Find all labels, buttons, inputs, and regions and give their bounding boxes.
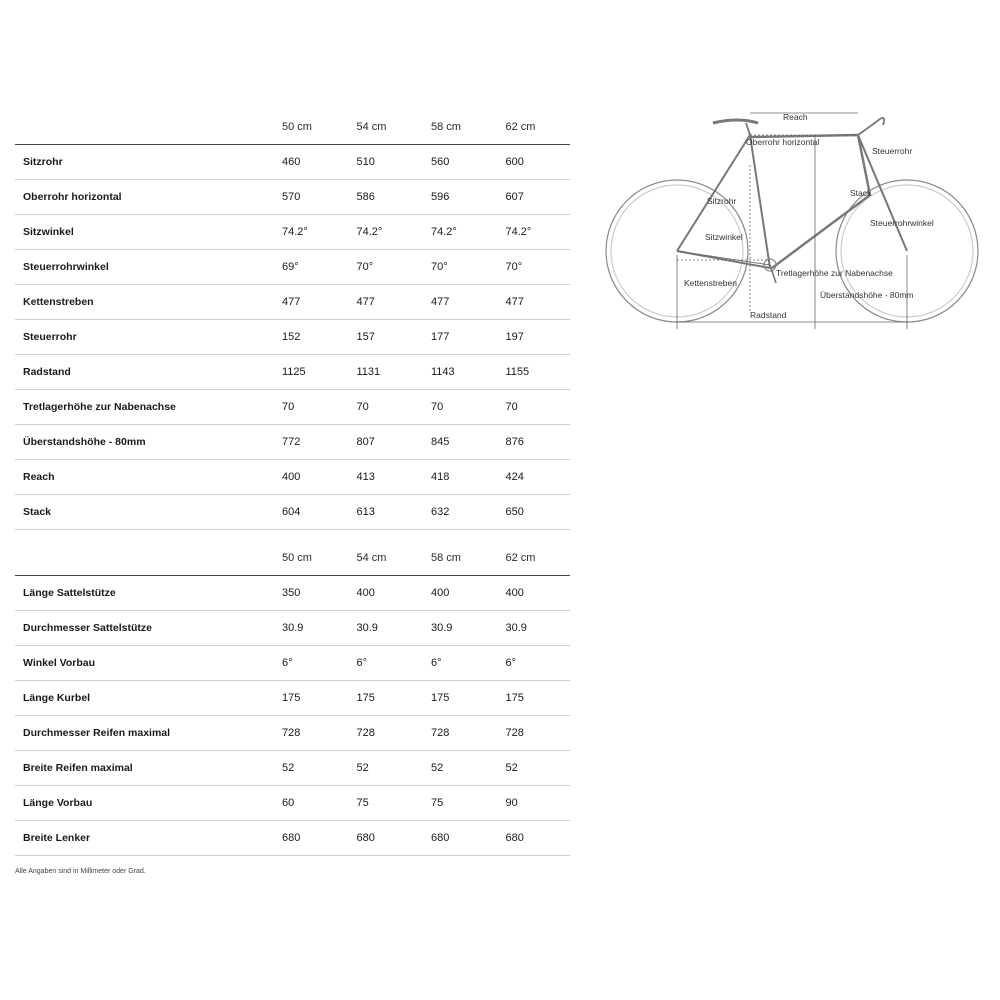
row-value: 400 <box>496 576 571 611</box>
row-label: Kettenstreben <box>15 285 272 320</box>
row-value: 74.2° <box>421 215 496 250</box>
row-value: 74.2° <box>496 215 571 250</box>
row-value: 6° <box>421 646 496 681</box>
table-row <box>15 460 570 495</box>
table-row <box>15 821 570 856</box>
table-row <box>15 495 570 530</box>
table-header-row <box>15 541 570 576</box>
row-value: 728 <box>496 716 571 751</box>
row-label: Radstand <box>15 355 272 390</box>
row-value: 400 <box>421 576 496 611</box>
row-value: 604 <box>272 495 347 530</box>
row-value: 70° <box>347 250 422 285</box>
row-value: 6° <box>496 646 571 681</box>
header-label-cell <box>15 110 272 145</box>
table-row <box>15 786 570 821</box>
row-label: Winkel Vorbau <box>15 646 272 681</box>
row-value: 728 <box>421 716 496 751</box>
row-value: 350 <box>272 576 347 611</box>
row-value: 400 <box>272 460 347 495</box>
row-label: Sitzwinkel <box>15 215 272 250</box>
row-value: 30.9 <box>347 611 422 646</box>
table-row <box>15 285 570 320</box>
row-value: 477 <box>347 285 422 320</box>
row-value: 477 <box>421 285 496 320</box>
row-label: Überstandshöhe - 80mm <box>15 425 272 460</box>
row-value: 70 <box>421 390 496 425</box>
row-value: 69° <box>272 250 347 285</box>
row-value: 197 <box>496 320 571 355</box>
row-value: 680 <box>272 821 347 856</box>
row-label: Breite Lenker <box>15 821 272 856</box>
header-size-58: 58 cm <box>421 110 496 145</box>
row-value: 845 <box>421 425 496 460</box>
row-value: 74.2° <box>272 215 347 250</box>
table-row <box>15 355 570 390</box>
row-label: Steuerrohr <box>15 320 272 355</box>
table-header-row <box>15 110 570 145</box>
row-label: Breite Reifen maximal <box>15 751 272 786</box>
bike-geometry-diagram <box>600 105 985 335</box>
label-steuerrohrwinkel: Steuerrohrwinkel <box>870 218 934 228</box>
row-value: 30.9 <box>496 611 571 646</box>
table-row <box>15 390 570 425</box>
header-size-58: 58 cm <box>421 541 496 576</box>
row-value: 728 <box>347 716 422 751</box>
geometry-table-body <box>15 145 570 530</box>
row-label: Stack <box>15 495 272 530</box>
row-value: 1143 <box>421 355 496 390</box>
table-row <box>15 646 570 681</box>
row-value: 400 <box>347 576 422 611</box>
components-table-body <box>15 576 570 856</box>
row-value: 70° <box>421 250 496 285</box>
header-size-54: 54 cm <box>347 541 422 576</box>
row-label: Sitzrohr <box>15 145 272 180</box>
label-stack: Stack <box>850 188 872 198</box>
table-row <box>15 320 570 355</box>
table-row <box>15 751 570 786</box>
row-value: 52 <box>421 751 496 786</box>
handlebar <box>880 118 884 125</box>
row-label: Länge Vorbau <box>15 786 272 821</box>
row-value: 52 <box>496 751 571 786</box>
row-value: 418 <box>421 460 496 495</box>
label-tretlager: Tretlagerhöhe zur Nabenachse <box>776 268 893 278</box>
row-value: 70 <box>272 390 347 425</box>
header-size-54: 54 cm <box>347 110 422 145</box>
header-size-50: 50 cm <box>272 541 347 576</box>
label-oberrohr: Oberrohr horizontal <box>746 137 820 147</box>
row-value: 30.9 <box>421 611 496 646</box>
chainstay-line <box>677 251 770 265</box>
row-value: 90 <box>496 786 571 821</box>
row-value: 600 <box>496 145 571 180</box>
table-row <box>15 611 570 646</box>
stem <box>858 119 880 135</box>
row-value: 1125 <box>272 355 347 390</box>
header-label-cell <box>15 541 272 576</box>
row-value: 477 <box>272 285 347 320</box>
row-value: 74.2° <box>347 215 422 250</box>
components-table <box>15 541 570 856</box>
table-row <box>15 576 570 611</box>
label-sitzwinkel: Sitzwinkel <box>705 232 743 242</box>
row-value: 6° <box>272 646 347 681</box>
row-value: 413 <box>347 460 422 495</box>
row-label: Reach <box>15 460 272 495</box>
row-value: 560 <box>421 145 496 180</box>
row-value: 152 <box>272 320 347 355</box>
row-label: Durchmesser Sattelstütze <box>15 611 272 646</box>
table-row <box>15 681 570 716</box>
row-value: 52 <box>347 751 422 786</box>
table-row <box>15 250 570 285</box>
row-label: Tretlagerhöhe zur Nabenachse <box>15 390 272 425</box>
row-value: 70 <box>347 390 422 425</box>
row-value: 460 <box>272 145 347 180</box>
table-row <box>15 145 570 180</box>
label-reach: Reach <box>783 112 808 122</box>
row-value: 650 <box>496 495 571 530</box>
row-label: Steuerrohrwinkel <box>15 250 272 285</box>
seatpost <box>746 123 750 135</box>
row-value: 570 <box>272 180 347 215</box>
row-value: 177 <box>421 320 496 355</box>
row-value: 586 <box>347 180 422 215</box>
row-value: 175 <box>496 681 571 716</box>
row-value: 157 <box>347 320 422 355</box>
row-value: 60 <box>272 786 347 821</box>
row-value: 680 <box>496 821 571 856</box>
geometry-table <box>15 110 570 530</box>
row-label: Oberrohr horizontal <box>15 180 272 215</box>
label-steuerrohr: Steuerrohr <box>872 146 913 156</box>
row-value: 30.9 <box>272 611 347 646</box>
row-value: 175 <box>421 681 496 716</box>
table-row <box>15 180 570 215</box>
row-value: 596 <box>421 180 496 215</box>
row-label: Länge Kurbel <box>15 681 272 716</box>
row-value: 613 <box>347 495 422 530</box>
row-label: Durchmesser Reifen maximal <box>15 716 272 751</box>
row-value: 807 <box>347 425 422 460</box>
row-value: 175 <box>347 681 422 716</box>
row-value: 1155 <box>496 355 571 390</box>
row-value: 175 <box>272 681 347 716</box>
row-value: 1131 <box>347 355 422 390</box>
row-value: 772 <box>272 425 347 460</box>
table-row <box>15 215 570 250</box>
row-value: 728 <box>272 716 347 751</box>
row-value: 424 <box>496 460 571 495</box>
label-radstand: Radstand <box>750 310 787 320</box>
header-size-62: 62 cm <box>496 110 571 145</box>
row-value: 876 <box>496 425 571 460</box>
label-ueberstand: Überstandshöhe - 80mm <box>820 290 914 300</box>
row-value: 607 <box>496 180 571 215</box>
row-value: 6° <box>347 646 422 681</box>
table-row <box>15 716 570 751</box>
row-value: 75 <box>421 786 496 821</box>
label-sitzrohr: Sitzrohr <box>707 196 737 206</box>
row-value: 632 <box>421 495 496 530</box>
row-value: 477 <box>496 285 571 320</box>
label-kettenstreben: Kettenstreben <box>684 278 737 288</box>
row-value: 70 <box>496 390 571 425</box>
saddle <box>713 120 758 123</box>
row-value: 70° <box>496 250 571 285</box>
footnote: Alle Angaben sind in Millimeter oder Grad. <box>15 868 146 875</box>
row-label: Länge Sattelstütze <box>15 576 272 611</box>
header-size-62: 62 cm <box>496 541 571 576</box>
row-value: 75 <box>347 786 422 821</box>
row-value: 680 <box>421 821 496 856</box>
table-row <box>15 425 570 460</box>
row-value: 52 <box>272 751 347 786</box>
row-value: 680 <box>347 821 422 856</box>
row-value: 510 <box>347 145 422 180</box>
header-size-50: 50 cm <box>272 110 347 145</box>
